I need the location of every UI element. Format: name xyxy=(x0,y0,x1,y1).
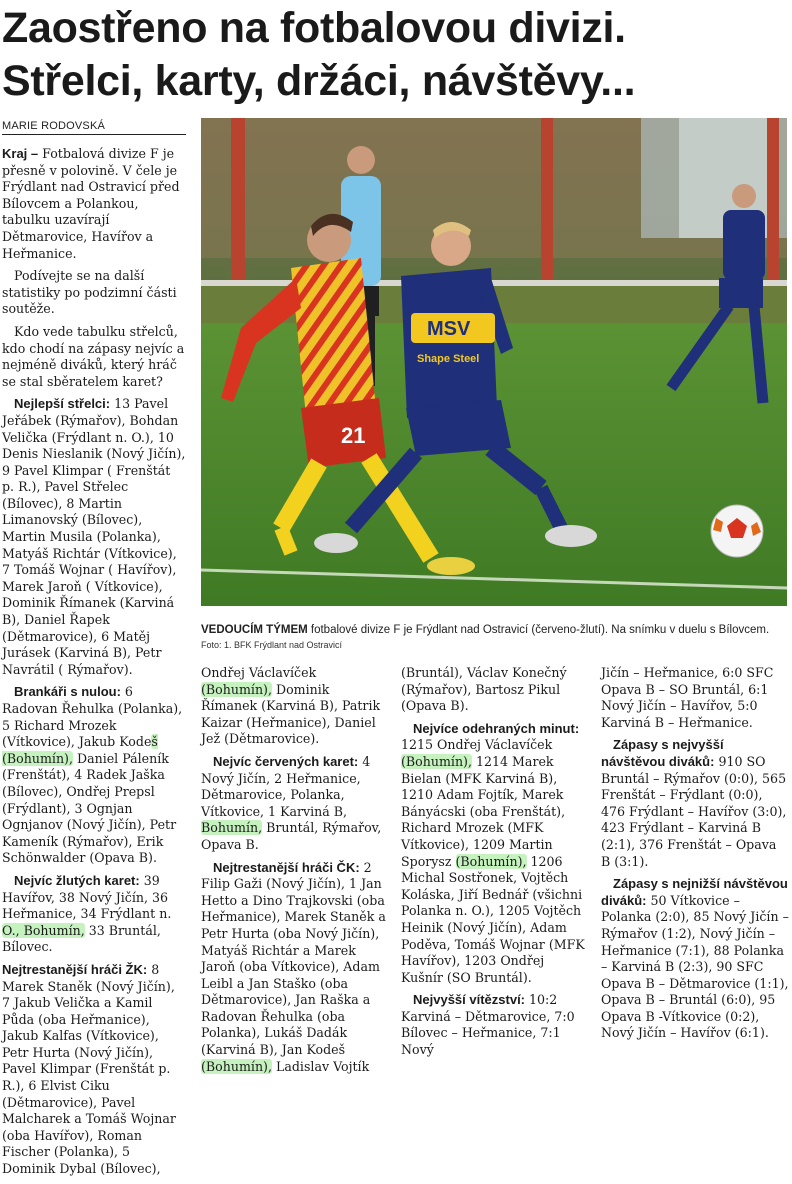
keepers-paragraph xyxy=(2,684,186,867)
wins-label: Nejvyšší vítězství: xyxy=(413,992,526,1008)
paragraph-2: Podívejte se na další statistiky po podzimní části soutěže. xyxy=(2,268,177,317)
highlight-bohumin: (Bohumín), xyxy=(201,1058,272,1074)
most-fans-paragraph xyxy=(601,737,789,870)
photo-credit: Foto: 1. BFK Frýdlant nad Ostravicí xyxy=(201,640,343,650)
wins-text: 10:2 Karviná – Dětmarovice, 7:0 Bílovec – Heřmanice, 7:1 Nový xyxy=(401,992,575,1058)
punished-zk-text: 8 Marek Staněk (Nový Jičín), 7 Jakub Velička a Kamil Půda (oba Heřmanice), Jakub Kalfas (Vítkovice), Petr Hurta (Nový Jičín), Pavel Klimpar (Frenštát p. R.), 6 Elvist Ciku (Dětmarovice), Pavel Malcharek a Tomáš Wojnar (oba Havířov), Roman Fischer (Polanka), 5 Dominik Dybal (Bílovec), xyxy=(2,961,176,1177)
highlight-bohumin: (Bohumín), xyxy=(401,753,472,769)
headline xyxy=(2,2,790,108)
keepers-text-b: Daniel Páleník (Frenštát), 4 Radek Jaška (Bílovec), Ondřej Prepsl (Frýdlant), 3 Ognjan Ognjanov (Nový Jičín), Petr Kameník (Rýmařov), Erik Schönwalder (Opava B). xyxy=(2,750,177,866)
intro-text: Fotbalová divize F je přesně v polovině. V čele je Frýdlant nad Ostravicí před Bílovcem a Polankou, tabulku uzavírají Dětmarovice, Havířov a Heřmanice. xyxy=(2,146,180,261)
keepers-text-a: 6 Radovan Řehulka (Polanka), 5 Richard Mrozek (Vítkovice), Jakub Kode xyxy=(2,684,183,750)
least-fans-label: Zápasy s nejnižší návštěvou diváků: xyxy=(601,876,788,908)
col2-lead-b: Dominik Římanek (Karviná B), Patrik Kaizar (Heřmanice), Daniel Jež (Dětmarovice). xyxy=(201,681,381,747)
yellow-text-a: 39 Havířov, 38 Nový Jičín, 36 Heřmanice, 34 Frýdlant n. xyxy=(2,872,172,922)
football xyxy=(711,505,763,557)
highlight-bohumin: (Bohumín), xyxy=(455,853,527,869)
minutes-text-a: 1215 Ondřej Václavíček xyxy=(401,737,553,753)
yellow-cards-label: Nejvíc žlutých karet: xyxy=(14,872,140,888)
shooters-paragraph xyxy=(2,396,186,678)
least-fans-text: 50 Vítkovice – Polanka (2:0), 85 Nový Jičín – Rýmařov (1:2), Nový Jičín – Heřmanice (7:1), 88 Polanka – Karviná B (2:3), 90 SFC Opava B – Dětmarovice (1:1), Opava B – Bruntál (6:0), 95 Opava B -Vítkovice (0:2), Nový Jičín – Havířov (6:1). xyxy=(601,892,789,1041)
punished-zk-paragraph xyxy=(2,962,186,1178)
red-cards-label: Nejvíc červených karet: xyxy=(213,753,359,769)
col3-lead-paragraph: (Bruntál), Václav Konečný (Rýmařov), Bartosz Pikul (Opava B). xyxy=(401,665,567,714)
punished-ck-text-b: Ladislav Vojtík xyxy=(271,1058,370,1074)
highlight-bohumin: (Bohumín), xyxy=(201,681,272,697)
highlight-bohumin: O., Bohumín, xyxy=(2,922,85,938)
dateline: Kraj – xyxy=(2,146,39,161)
red-text-a: 4 Nový Jičín, 2 Heřmanice, Dětmarovice, Polanka, Vítkovice, 1 Karviná B, xyxy=(201,753,371,819)
caption-text: fotbalové divize F je Frýdlant nad Ostravicí (červeno-žlutí). Na snímku v duelu s Bílovcem. xyxy=(307,624,770,636)
headline-line-2: Střelci, karty, držáci, návštěvy... xyxy=(2,57,636,105)
yellow-cards-paragraph xyxy=(2,873,186,956)
photo-caption xyxy=(201,623,787,637)
col2-lead-a: Ondřej Václavíček xyxy=(201,665,317,680)
punished-ck-text-a: 2 Filip Gaži (Nový Jičín), 1 Jan Hetto a Dino Trajkovski (oba Heřmanice), Marek Staněk a Petr Hurta (oba Nový Jičín), Matyáš Richtár a Marek Jaroň (oba Vítkovice), Adam Leibl a Jan Staško (oba Dětmarovice), Jan Raška a Radovan Řehulka (oba Polanka), Lukáš Dadák (Karviná B), Jan Kodeš xyxy=(201,859,386,1058)
punished-ck-label: Nejtrestanější hráči ČK: xyxy=(213,859,360,875)
least-fans-paragraph xyxy=(601,876,789,1042)
red-cards-paragraph xyxy=(201,754,388,854)
article-column-2 xyxy=(201,665,388,1081)
sponsor-logo: MSV xyxy=(427,318,471,340)
shooters-text: 13 Pavel Jeřábek (Rýmařov), Bohdan Velička (Frýdlant n. O.), 10 Denis Nieslanik (Nový Jičín), 9 Pavel Klimpar ( Frenštát p. R.), Pavel Střelec (Bílovec), 8 Martin Limanovský (Bílovec), Martin Musila (Polanka), Matyáš Richtár (Vítkovice), 7 Tomáš Wojnar ( Havířov), Marek Jaroň ( Vítkovice), Dominik Římanek (Karviná B), Daniel Řapek (Dětmarovice), 6 Matěj Jurásek (Karviná B), Petr Navrátil ( Rýmařov). xyxy=(2,396,186,677)
punished-ck-paragraph xyxy=(201,860,388,1076)
football-match-image xyxy=(201,118,787,606)
match-photo xyxy=(201,118,787,606)
paragraph-3: Kdo vede tabulku střelců, kdo chodí na zápasy nejvíc a nejméně diváků, který hráč se stal sběratelem karet? xyxy=(2,323,185,389)
most-fans-text: 910 SO Bruntál – Rýmařov (0:0), 565 Frenštát – Frýdlant (0:0), 476 Frýdlant – Havířov (3:0), 423 Frýdlant – Karviná B (2:1), 376 Frenštát – Opava B (3:1). xyxy=(601,753,787,869)
minutes-paragraph xyxy=(401,721,589,987)
minutes-label: Nejvíce odehraných minut: xyxy=(413,720,580,736)
article-column-4 xyxy=(601,665,789,1048)
article-column-1 xyxy=(2,146,186,1184)
wins-paragraph xyxy=(401,992,589,1058)
most-fans-label: Zápasy s nejvyšší návštěvou diváků: xyxy=(601,737,724,769)
highlight-bohumin: š (Bohumín), xyxy=(2,734,158,766)
jersey-number: 21 xyxy=(341,423,366,448)
intro-paragraph xyxy=(2,146,186,262)
col4-lead-paragraph: Jičín – Heřmanice, 6:0 SFC Opava B – SO Bruntál, 6:1 Nový Jičín – Havířov, 5:0 Karviná B – Heřmanice. xyxy=(601,665,774,730)
red-text-b: Bruntál, Rýmařov, Opava B. xyxy=(201,820,382,852)
punished-zk-label: Nejtrestanější hráči ŽK: xyxy=(2,961,148,977)
headline-line-1: Zaostřeno na fotbalovou divizi. xyxy=(2,4,626,52)
sponsor-line: Shape Steel xyxy=(417,353,480,365)
col2-lead-paragraph xyxy=(201,665,388,748)
byline-rule xyxy=(2,134,186,135)
author-byline: MARIE RODOVSKÁ xyxy=(2,120,106,132)
article-column-3 xyxy=(401,665,589,1065)
minutes-text-b: 1214 Marek Bielan (MFK Karviná B), 1210 Adam Fojtík, Marek Bányácski (oba Frenštát), Richard Mrozek (MFK Vítkovice), 1209 Martin Sporysz xyxy=(401,753,566,869)
caption-lead: VEDOUCÍM TÝMEM xyxy=(201,624,308,636)
highlight-bohumin: Bohumín, xyxy=(201,820,263,836)
keepers-label: Brankáři s nulou: xyxy=(14,684,121,700)
shooters-label: Nejlepší střelci: xyxy=(14,396,111,412)
yellow-text-b: 33 Bruntál, Bílovec. xyxy=(2,922,161,955)
minutes-text-c: 1206 Michal Sostřonek, Vojtěch Koláska, Jiří Bednář (všichni Polanka n. O.), 1205 Vojtěch Heinik (Nový Jičín), Adam Poděva, Tomáš Wojnar (MFK Havířov), 1203 Ondřej Kušnír (SO Bruntál). xyxy=(401,853,585,985)
